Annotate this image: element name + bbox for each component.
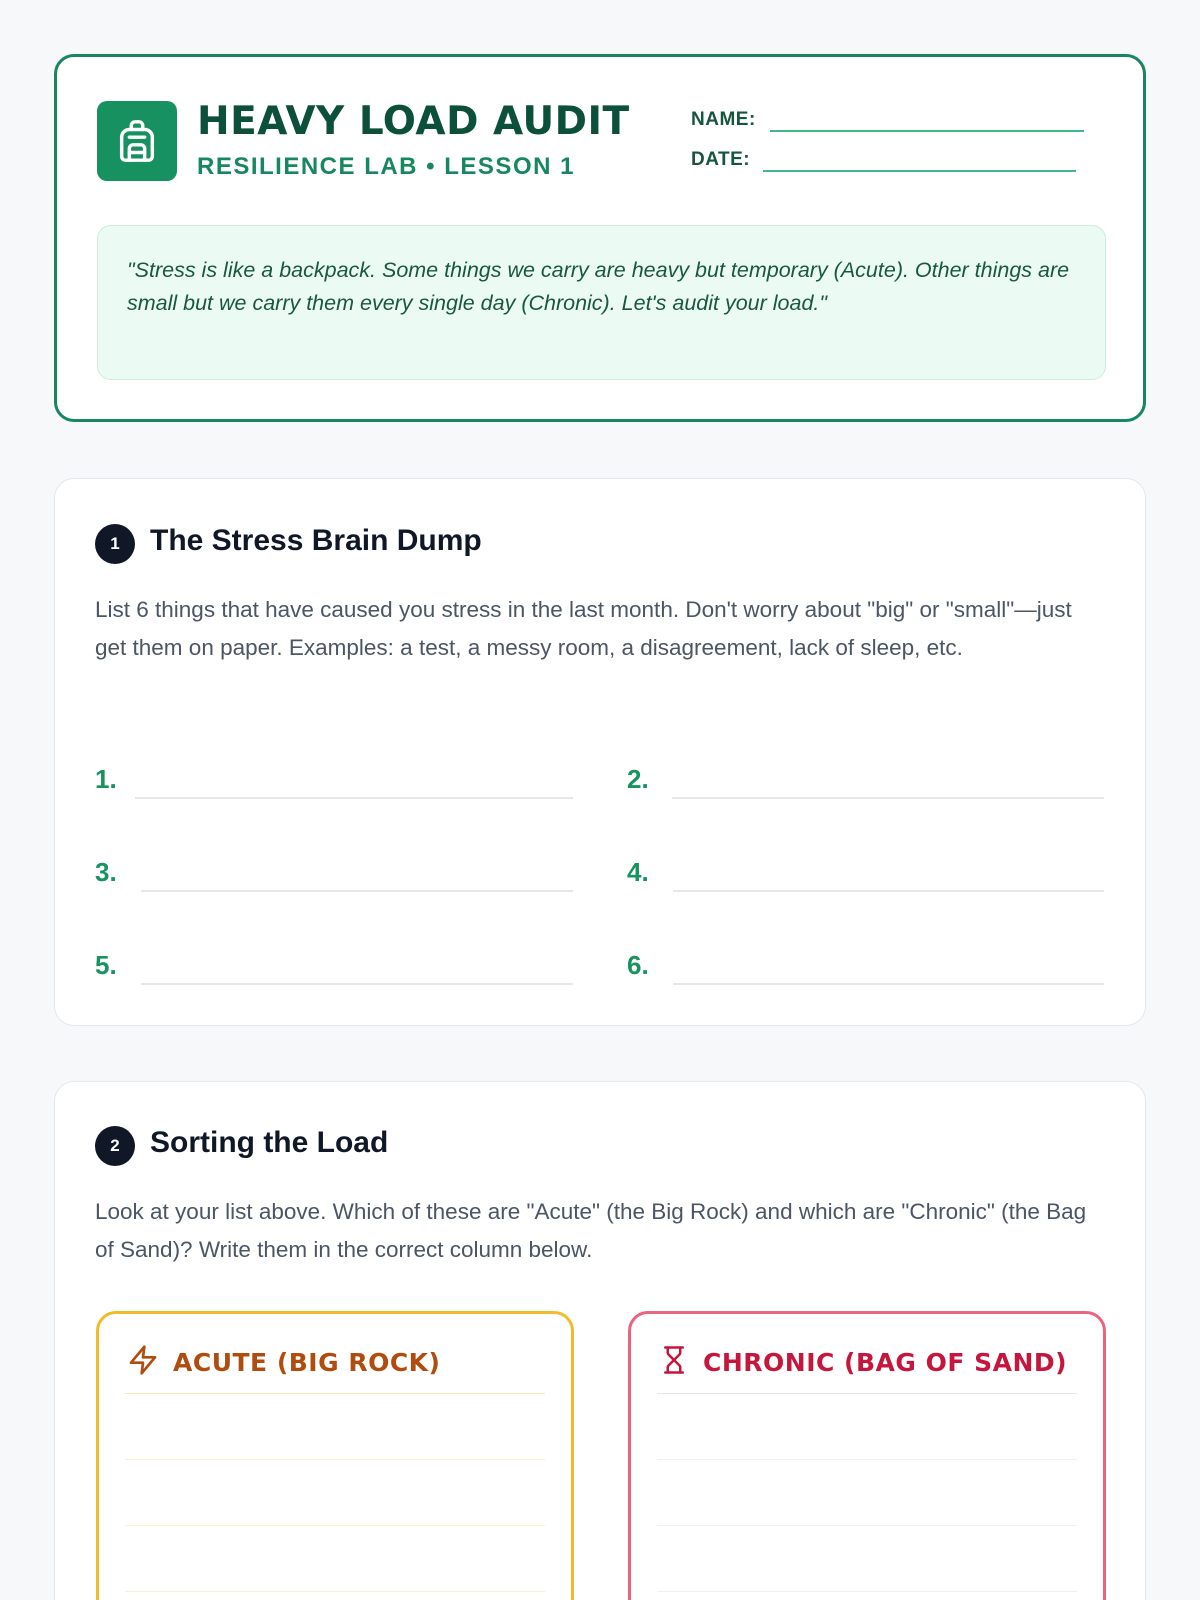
page-title: HEAVY LOAD AUDIT — [197, 99, 630, 144]
list-item-number: 6. — [627, 950, 649, 980]
backpack-icon — [97, 101, 177, 181]
section-sorting — [54, 1081, 1146, 1600]
date-field[interactable] — [763, 170, 1076, 172]
chronic-column-title: CHRONIC (BAG OF SAND) — [703, 1348, 1068, 1377]
section-instructions: List 6 things that have caused you stress in the last month. Don't worry about "big" or "small"—just get them on paper. Examples: a test, a messy room, a disagreement, lack of sleep, etc. — [95, 597, 1072, 660]
section-number-badge: 2 — [95, 1126, 135, 1166]
section-instructions: Look at your list above. Which of these are "Acute" (the Big Rock) and which are "Chronic" (the Bag of Sand)? Write them in the correct column below. — [95, 1199, 1087, 1262]
write-line[interactable] — [657, 1459, 1077, 1460]
acute-column-header — [127, 1344, 441, 1381]
name-field[interactable] — [770, 130, 1084, 132]
list-item-number: 4. — [627, 857, 649, 887]
write-line[interactable] — [125, 1525, 545, 1526]
intro-quote: "Stress is like a backpack. Some things we carry are heavy but temporary (Acute). Other things are small but we carry them every single day (Chronic). Let's audit your load." — [97, 225, 1106, 380]
list-item-number: 2. — [627, 764, 649, 794]
hourglass-icon — [659, 1344, 689, 1381]
name-label: NAME: — [691, 109, 756, 130]
list-item-number: 1. — [95, 764, 117, 794]
page-subtitle: RESILIENCE LAB • LESSON 1 — [197, 153, 575, 180]
list-item-number: 5. — [95, 950, 117, 980]
list-item-number: 3. — [95, 857, 117, 887]
list-item-line[interactable] — [141, 983, 573, 985]
section-title: Sorting the Load — [150, 1126, 389, 1159]
worksheet-header — [54, 54, 1146, 422]
list-item-line[interactable] — [672, 797, 1104, 799]
write-line[interactable] — [657, 1525, 1077, 1526]
date-label: DATE: — [691, 149, 751, 170]
column-header-divider — [657, 1393, 1077, 1394]
acute-column-title: ACUTE (BIG ROCK) — [173, 1348, 441, 1377]
write-line[interactable] — [125, 1459, 545, 1460]
list-item-line[interactable] — [673, 890, 1104, 892]
column-header-divider — [125, 1393, 545, 1394]
section-title: The Stress Brain Dump — [150, 524, 482, 557]
chronic-column — [628, 1311, 1106, 1600]
lightning-icon — [127, 1344, 159, 1381]
list-item-line[interactable] — [673, 983, 1104, 985]
list-item-line[interactable] — [141, 890, 573, 892]
chronic-column-header — [659, 1344, 1067, 1381]
write-line[interactable] — [125, 1591, 545, 1592]
acute-column — [96, 1311, 574, 1600]
section-brain-dump — [54, 478, 1146, 1026]
list-item-line[interactable] — [135, 797, 573, 799]
section-number-badge: 1 — [95, 524, 135, 564]
write-line[interactable] — [657, 1591, 1077, 1592]
